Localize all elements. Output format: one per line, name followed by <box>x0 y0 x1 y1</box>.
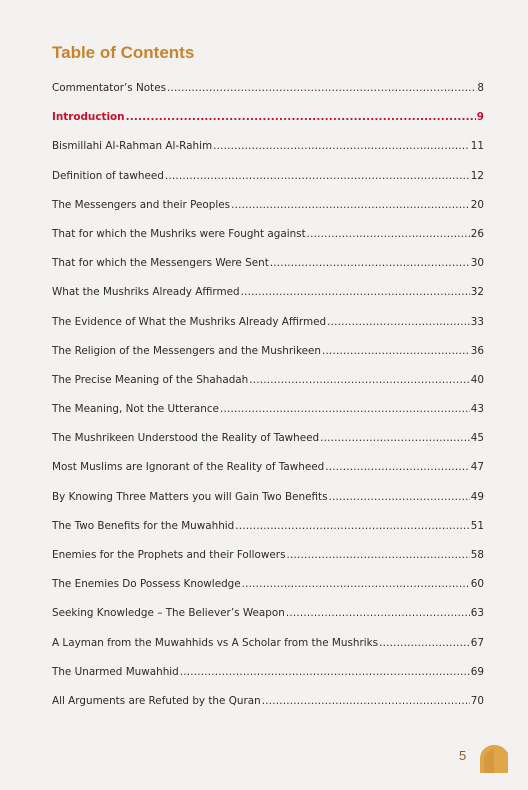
toc-entry[interactable] <box>52 316 484 345</box>
toc-list <box>52 82 484 724</box>
toc-entry[interactable] <box>52 607 484 636</box>
toc-entry-page: 45 <box>470 432 484 445</box>
toc-leader <box>249 374 470 386</box>
toc-entry-page: 49 <box>470 490 484 503</box>
toc-entry[interactable] <box>52 374 484 403</box>
toc-entry[interactable] <box>52 491 484 520</box>
toc-leader <box>320 432 470 444</box>
toc-entry[interactable] <box>52 403 484 432</box>
toc-entry-label: That for which the Messengers Were Sent <box>52 257 269 270</box>
toc-entry[interactable] <box>52 549 484 578</box>
toc-entry-label: The Unarmed Muwahhid <box>52 665 179 678</box>
toc-leader <box>126 111 476 123</box>
toc-entry-label: A Layman from the Muwahhids vs A Scholar from the Mushriks <box>52 636 379 649</box>
toc-entry-page: 33 <box>470 315 484 328</box>
toc-entry[interactable] <box>52 286 484 315</box>
toc-leader <box>167 82 476 94</box>
toc-entry[interactable] <box>52 228 484 257</box>
toc-entry-label: The Two Benefits for the Muwahhid <box>52 519 235 532</box>
toc-entry-page: 47 <box>470 461 484 474</box>
toc-entry-label: That for which the Mushriks were Fought against <box>52 227 306 240</box>
toc-leader <box>287 549 470 561</box>
toc-entry-page: 60 <box>470 578 484 591</box>
toc-entry-page: 30 <box>470 257 484 270</box>
toc-entry-page: 63 <box>470 607 484 620</box>
toc-entry-page: 43 <box>470 403 484 416</box>
toc-leader <box>213 140 470 152</box>
toc-entry-page: 40 <box>470 373 484 386</box>
toc-entry[interactable] <box>52 345 484 374</box>
toc-entry-page: 51 <box>470 519 484 532</box>
toc-leader <box>325 461 470 473</box>
toc-entry-label: Most Muslims are Ignorant of the Reality of Tawheed <box>52 461 325 474</box>
toc-entry-label: The Meaning, Not the Utterance <box>52 403 219 416</box>
toc-entry-page: 36 <box>470 344 484 357</box>
toc-leader <box>307 228 470 240</box>
toc-entry[interactable] <box>52 695 484 724</box>
toc-leader <box>231 199 470 211</box>
toc-leader <box>322 345 470 357</box>
toc-entry[interactable] <box>52 199 484 228</box>
page-tab-ornament <box>478 743 510 773</box>
toc-entry-page: 9 <box>476 111 484 124</box>
toc-leader <box>329 491 470 503</box>
toc-leader <box>241 286 470 298</box>
toc-entry-current[interactable] <box>52 111 484 140</box>
toc-leader <box>270 257 470 269</box>
toc-entry-page: 20 <box>470 198 484 211</box>
toc-leader <box>242 578 470 590</box>
toc-entry-page: 69 <box>470 665 484 678</box>
toc-entry-label: The Religion of the Messengers and the Mushrikeen <box>52 344 322 357</box>
toc-entry[interactable] <box>52 82 484 111</box>
toc-entry-label: The Precise Meaning of the Shahadah <box>52 373 249 386</box>
toc-entry-label: The Mushrikeen Understood the Reality of Tawheed <box>52 432 320 445</box>
toc-entry[interactable] <box>52 140 484 169</box>
toc-leader <box>220 403 470 415</box>
toc-entry[interactable] <box>52 578 484 607</box>
toc-entry-label: By Knowing Three Matters you will Gain Two Benefits <box>52 490 328 503</box>
toc-entry[interactable] <box>52 666 484 695</box>
toc-entry-label: All Arguments are Refuted by the Quran <box>52 694 261 707</box>
toc-entry-label: The Evidence of What the Mushriks Already Affirmed <box>52 315 327 328</box>
toc-entry-label: What the Mushriks Already Affirmed <box>52 286 240 299</box>
toc-entry-label: The Enemies Do Possess Knowledge <box>52 578 241 591</box>
page-number: 5 <box>459 748 467 763</box>
toc-entry[interactable] <box>52 637 484 666</box>
toc-entry[interactable] <box>52 257 484 286</box>
toc-leader <box>235 520 470 532</box>
toc-entry-page: 32 <box>470 286 484 299</box>
toc-entry-page: 26 <box>470 227 484 240</box>
toc-entry[interactable] <box>52 461 484 490</box>
toc-leader <box>262 695 470 707</box>
toc-leader <box>286 607 470 619</box>
toc-entry-page: 12 <box>470 169 484 182</box>
toc-entry-label: Definition of tawheed <box>52 169 164 182</box>
toc-leader <box>327 316 470 328</box>
toc-entry-label: Commentator’s Notes <box>52 82 167 94</box>
toc-entry-page: 67 <box>470 636 484 649</box>
toc-entry[interactable] <box>52 520 484 549</box>
toc-entry-page: 70 <box>470 694 484 707</box>
toc-entry-label: Introduction <box>52 111 125 124</box>
toc-entry-label: Bismillahi Al-Rahman Al-Rahim <box>52 140 213 153</box>
toc-entry[interactable] <box>52 432 484 461</box>
toc-leader <box>165 170 470 182</box>
toc-entry-label: Enemies for the Prophets and their Followers <box>52 549 286 561</box>
toc-entry-label: Seeking Knowledge – The Believer’s Weapon <box>52 607 285 620</box>
toc-entry-page: 11 <box>470 140 484 153</box>
page-title: Table of Contents <box>52 43 195 62</box>
toc-entry-label: The Messengers and their Peoples <box>52 198 231 211</box>
toc-entry-page: 8 <box>477 82 484 94</box>
toc-leader <box>379 637 470 649</box>
toc-entry[interactable] <box>52 170 484 199</box>
toc-entry-page: 58 <box>470 549 484 561</box>
toc-leader <box>180 666 470 678</box>
